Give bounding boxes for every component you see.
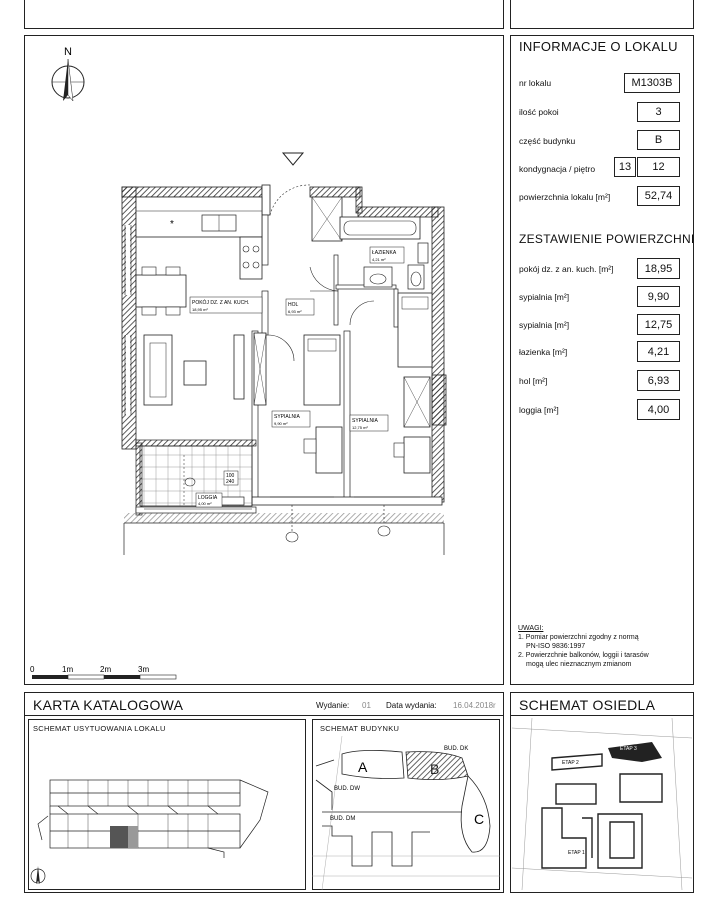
dining-table bbox=[136, 267, 186, 315]
terrace-strip bbox=[124, 513, 444, 523]
area-value-bedroom-2: 12,75 bbox=[637, 314, 680, 335]
unit-highlight bbox=[110, 826, 128, 848]
building-label-a: A bbox=[358, 759, 368, 775]
scale-label-2: 2m bbox=[100, 665, 112, 674]
notes-line-1b: PN-ISO 9836:1997 bbox=[526, 643, 586, 650]
area-value-living: 18,95 bbox=[637, 258, 680, 279]
building-label-dk: BUD. DK bbox=[444, 746, 469, 752]
estate-schema-drawing bbox=[512, 718, 692, 890]
info-value-area: 52,74 bbox=[637, 186, 680, 206]
area-label-living: pokój dz. z an. kuch. [m²] bbox=[519, 264, 614, 274]
bed1-area: 9,90 m² bbox=[274, 421, 288, 426]
building-label-b: B bbox=[430, 761, 440, 777]
building-schema-title: SCHEMAT BUDYNKU bbox=[320, 724, 400, 733]
areas-title: ZESTAWIENIE POWIERZCHNI bbox=[519, 232, 695, 246]
loggia-name: LOGGIA bbox=[198, 495, 218, 501]
bed2-name: SYPIALNIA bbox=[352, 418, 378, 424]
estate-label-stage-2: ETAP 2 bbox=[562, 760, 579, 766]
info-label-rooms: ilość pokoi bbox=[519, 107, 559, 117]
entry-marker-icon bbox=[283, 153, 303, 165]
edition-value: 01 bbox=[362, 701, 371, 710]
notes-title: UWAGI: bbox=[518, 625, 544, 632]
sparkle-icon: * bbox=[170, 219, 174, 230]
sofa bbox=[144, 335, 244, 405]
notes-line-2: 2. Powierzchnie balkonów, loggii i tarasów bbox=[518, 652, 649, 659]
area-label-hall: hol [m²] bbox=[519, 376, 548, 386]
hall-area: 6,93 m² bbox=[288, 309, 302, 314]
north-small-icon bbox=[31, 866, 45, 884]
bath-name: ŁAZIENKA bbox=[372, 250, 397, 256]
info-label-building-part: część budynku bbox=[519, 136, 576, 146]
north-arrow-icon bbox=[52, 59, 84, 101]
window-tag-line-0: 100 bbox=[226, 473, 235, 479]
area-label-bedroom-2: sypialnia [m²] bbox=[519, 320, 570, 330]
info-label-unit-number: nr lokalu bbox=[519, 78, 552, 88]
info-label-floor: kondygnacja / piętro bbox=[519, 164, 596, 174]
bedroom-1-furniture bbox=[304, 335, 342, 473]
location-schema-title: SCHEMAT USYTUOWANIA LOKALU bbox=[33, 724, 166, 733]
living-area: 18,95 m² bbox=[192, 307, 208, 312]
estate-title: SCHEMAT OSIEDLA bbox=[519, 697, 656, 713]
north-label: N bbox=[64, 46, 72, 58]
estate-stage-3-highlight bbox=[608, 742, 662, 762]
area-value-bedroom-1: 9,90 bbox=[637, 286, 680, 307]
upper-wardrobe bbox=[312, 197, 342, 241]
bath-area: 4,21 m² bbox=[372, 257, 386, 262]
info-title: INFORMACJE O LOKALU bbox=[519, 39, 678, 54]
area-value-bathroom: 4,21 bbox=[637, 341, 680, 362]
date-value: 16.04.2018r bbox=[453, 701, 496, 710]
building-label-dm: BUD. DM bbox=[330, 816, 356, 822]
location-schema-drawing bbox=[28, 740, 306, 890]
floor-plan bbox=[24, 35, 504, 685]
area-value-hall: 6,93 bbox=[637, 370, 680, 391]
info-value-unit-number: M1303B bbox=[624, 73, 680, 93]
hall-wardrobe bbox=[254, 333, 266, 405]
scale-bar bbox=[32, 675, 176, 679]
scale-label-3: 3m bbox=[138, 665, 150, 674]
bed2-area: 12,75 m² bbox=[352, 425, 368, 430]
bedroom-2-furniture bbox=[394, 293, 432, 473]
area-label-bedroom-1: sypialnia [m²] bbox=[519, 292, 570, 302]
date-label: Data wydania: bbox=[386, 701, 437, 710]
hall-name: HOL bbox=[288, 302, 299, 308]
info-label-area: powierzchnia lokalu [m²] bbox=[519, 192, 611, 202]
top-strip-left bbox=[24, 0, 504, 29]
info-value-floor: 12 bbox=[637, 157, 680, 177]
loggia-area: 4,00 m² bbox=[198, 501, 212, 506]
estate-label-stage-1: ETAP 1 bbox=[568, 850, 585, 856]
estate-label-stage-3: ETAP 3 bbox=[620, 746, 637, 752]
notes-line-2b: mogą ulec nieznacznym zmianom bbox=[526, 661, 632, 668]
window-tag-line-1: 240 bbox=[226, 479, 235, 485]
building-schema-drawing bbox=[312, 736, 500, 890]
scale-label-0: 0 bbox=[30, 665, 35, 674]
bed1-name: SYPIALNIA bbox=[274, 414, 300, 420]
building-label-c: C bbox=[474, 811, 485, 827]
area-value-loggia: 4,00 bbox=[637, 399, 680, 420]
notes bbox=[518, 624, 688, 669]
top-strip-right bbox=[510, 0, 694, 29]
info-value-storey: 13 bbox=[614, 157, 636, 177]
area-label-bathroom: łazienka [m²] bbox=[519, 347, 568, 357]
living-name: POKÓJ DZ. Z AN. KUCH. bbox=[192, 300, 250, 306]
notes-line-1: 1. Pomiar powierzchni zgodny z normą bbox=[518, 634, 639, 641]
catalog-title: KARTA KATALOGOWA bbox=[33, 697, 184, 713]
edition-label: Wydanie: bbox=[316, 701, 350, 710]
area-label-loggia: loggia [m²] bbox=[519, 405, 559, 415]
building-label-dw: BUD. DW bbox=[334, 786, 360, 792]
info-value-building-part: B bbox=[637, 130, 680, 150]
catalog-title-rule bbox=[24, 715, 504, 716]
estate-title-rule bbox=[510, 715, 694, 716]
scale-label-1: 1m bbox=[62, 665, 74, 674]
info-value-rooms: 3 bbox=[637, 102, 680, 122]
